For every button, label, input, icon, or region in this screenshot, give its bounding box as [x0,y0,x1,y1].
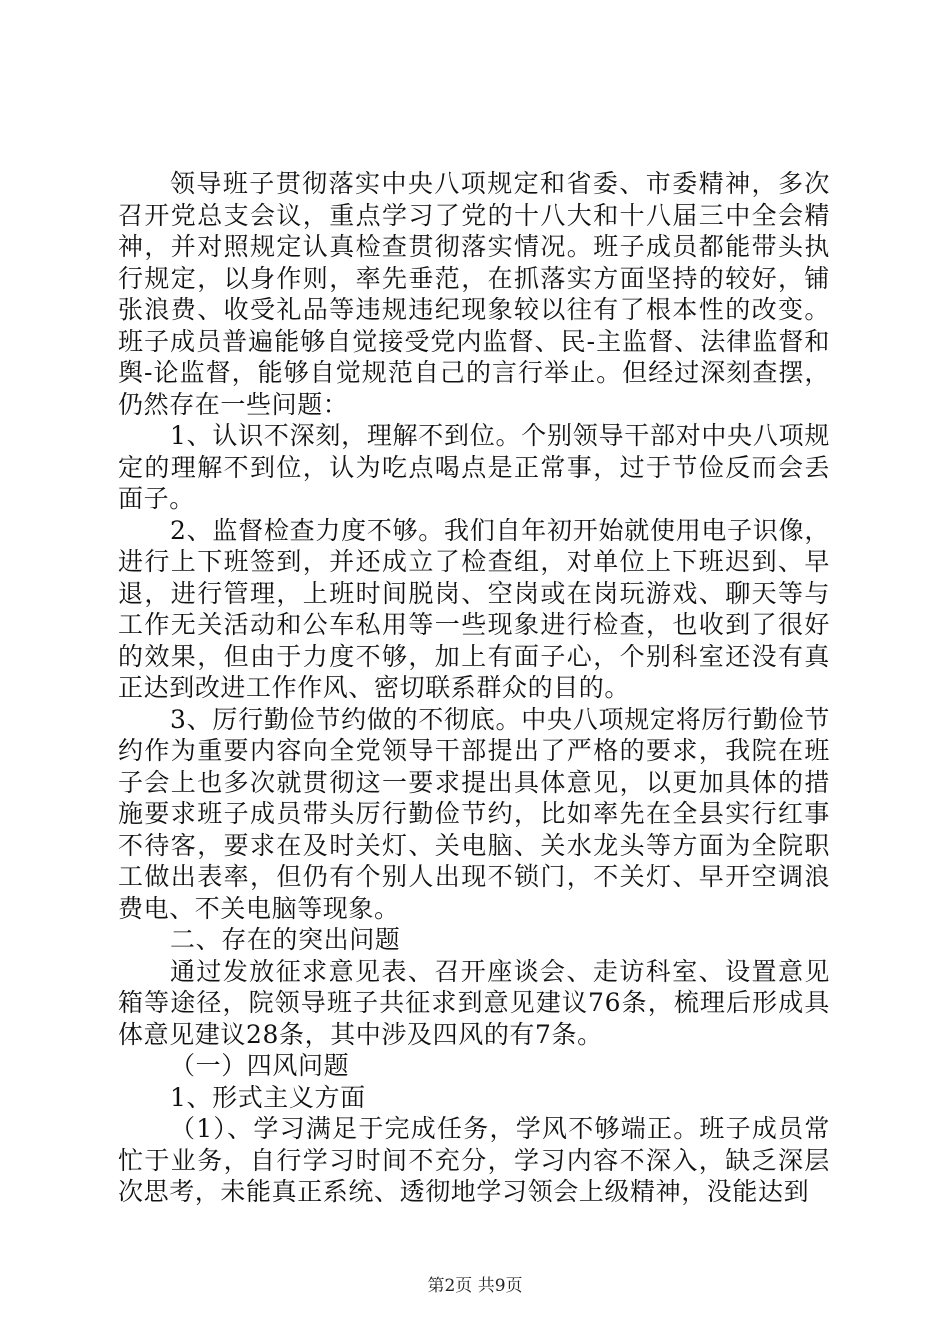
paragraph-issue-2: 2、监督检查力度不够。我们自年初开始就使用电子识像，进行上下班签到，并还成立了检查组，对单位上下班迟到、早退，进行管理，上班时间脱岗、空岗或在岗玩游戏、聊天等与工作无关活动和公车私用等一些现象进行检查，也收到了很好的效果，但由于力度不够，加上有面子心，个别科室还没有真正达到改进工作作风、密切联系群众的目的。 [118,515,830,702]
paragraph-intro: 领导班子贯彻落实中央八项规定和省委、市委精神，多次召开党总支会议，重点学习了党的十八大和十八届三中全会精神，并对照规定认真检查贯彻落实情况。班子成员都能带头执行规定，以身作则，率先垂范，在抓落实方面坚持的较好，铺张浪费、收受礼品等违规违纪现象较以往有了根本性的改变。班子成员普遍能够自觉接受党内监督、民-主监督、法律监督和舆-论监督，能够自觉规范自己的言行举止。但经过深刻查摆，仍然存在一些问题： [118,169,830,419]
page-footer: 第2页 共9页 [427,1276,523,1296]
section-heading-problems: 二、存在的突出问题 [170,925,401,954]
paragraph-issue-1: 1、认识不深刻，理解不到位。个别领导干部对中央八项规定的理解不到位，认为吃点喝点是正常事，过于节俭反而会丢面子。 [118,421,830,513]
document-body [118,168,830,1208]
paragraph-feedback: 通过发放征求意见表、召开座谈会、走访科室、设置意见箱等途径，院领导班子共征求到意见建议76条，梳理后形成具体意见建议28条，其中涉及四风的有7条。 [118,956,830,1049]
paragraph-issue-3: 3、厉行勤俭节约做的不彻底。中央八项规定将厉行勤俭节约作为重要内容向全党领导干部提出了严格的要求，我院在班子会上也多次就贯彻这一要求提出具体意见，以更加具体的措施要求班子成员带头厉行勤俭节约，比如率先在全县实行红事不待客，要求在及时关灯、关电脑、关水龙头等方面为全院职工做出表率，但仍有个别人出现不锁门，不关灯、早开空调浪费电、不关电脑等现象。 [118,704,830,923]
subsection-heading-four-winds: （一）四风问题 [170,1051,350,1080]
subsection-heading-formalism: 1、形式主义方面 [170,1082,366,1112]
paragraph-formalism-1: （1）、学习满足于完成任务，学风不够端正。班子成员常忙于业务，自行学习时间不充分，学习内容不深入，缺乏深层次思考，未能真正系统、透彻地学习领会上级精神，没能达到 [118,1114,830,1206]
